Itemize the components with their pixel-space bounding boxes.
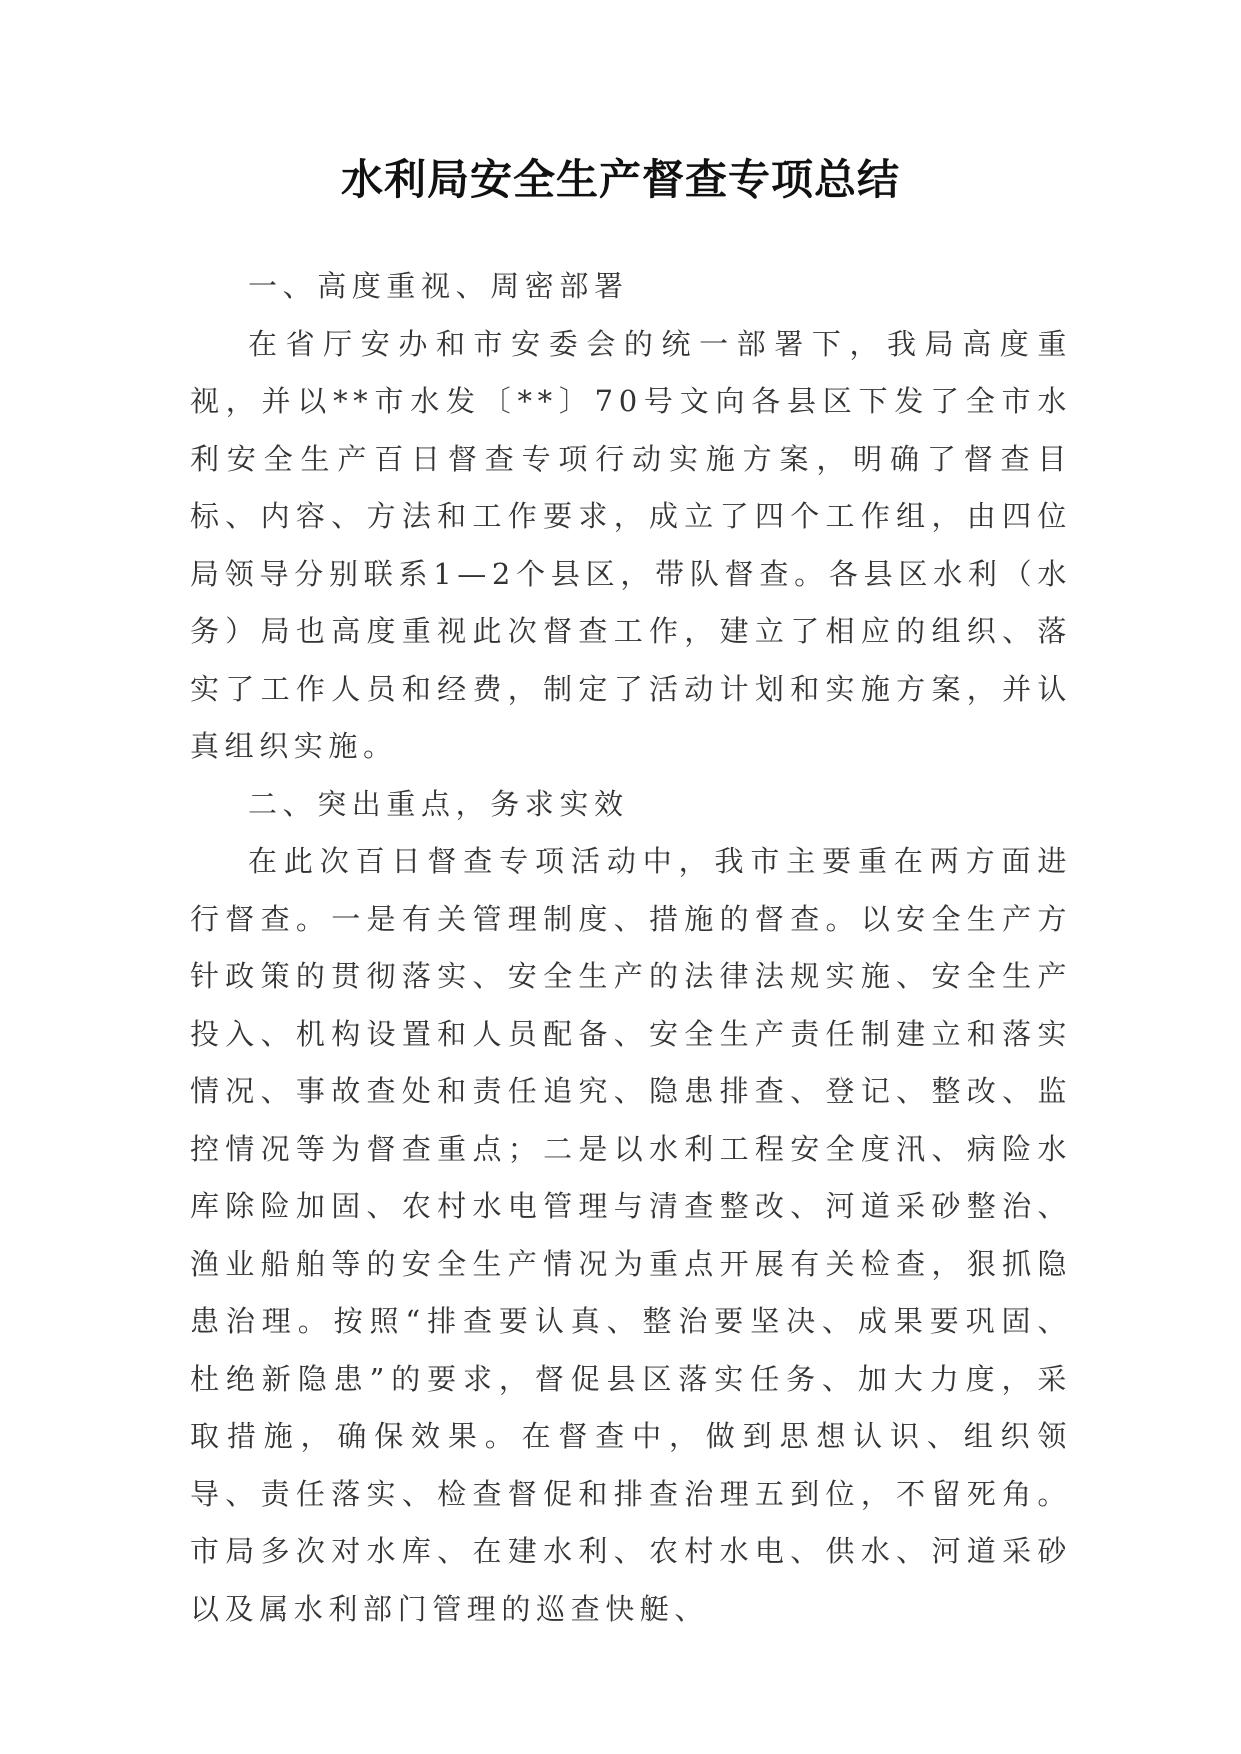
section-heading-1: 一、高度重视、周密部署 bbox=[248, 269, 629, 303]
document-body bbox=[190, 258, 1072, 1638]
section-heading-2: 二、突出重点，务求实效 bbox=[248, 786, 629, 821]
paragraph-1: 在省厅安办和市安委会的统一部署下，我局高度重视，并以**市水发〔**〕70号文向各县区下发了全市水利安全生产百日督查专项行动实施方案，明确了督查目标、内容、方法和工作要求，成立了四个工作组，由四位局领导分别联系1—2个县区，带队督查。各县区水利（水务）局也高度重视此次督查工作，建立了相应的组织、落实了工作人员和经费，制定了活动计划和实施方案，并认真组织实施。 bbox=[190, 326, 1072, 763]
paragraph-2: 在此次百日督查专项活动中，我市主要重在两方面进行督查。一是有关管理制度、措施的督查。以安全生产方针政策的贯彻落实、安全生产的法律法规实施、安全生产投入、机构设置和人员配备、安全生产责任制建立和落实情况、事故查处和责任追究、隐患排查、登记、整改、监控情况等为督查重点；二是以水利工程安全度汛、病险水库除险加固、农村水电管理与清查整改、河道采砂整治、渔业船舶等的安全生产情况为重点开展有关检查，狠抓隐患治理。按照“排查要认真、整治要坚决、成果要巩固、杜绝新隐患”的要求，督促县区落实任务、加大力度，采取措施，确保效果。在督查中，做到思想认识、组织领导、责任落实、检查督促和排查治理五到位，不留死角。市局多次对水库、在建水利、农村水电、供水、河道采砂以及属水利部门管理的巡查快艇、 bbox=[190, 844, 1072, 1626]
document-title: 水利局安全生产督查专项总结 bbox=[340, 155, 900, 204]
